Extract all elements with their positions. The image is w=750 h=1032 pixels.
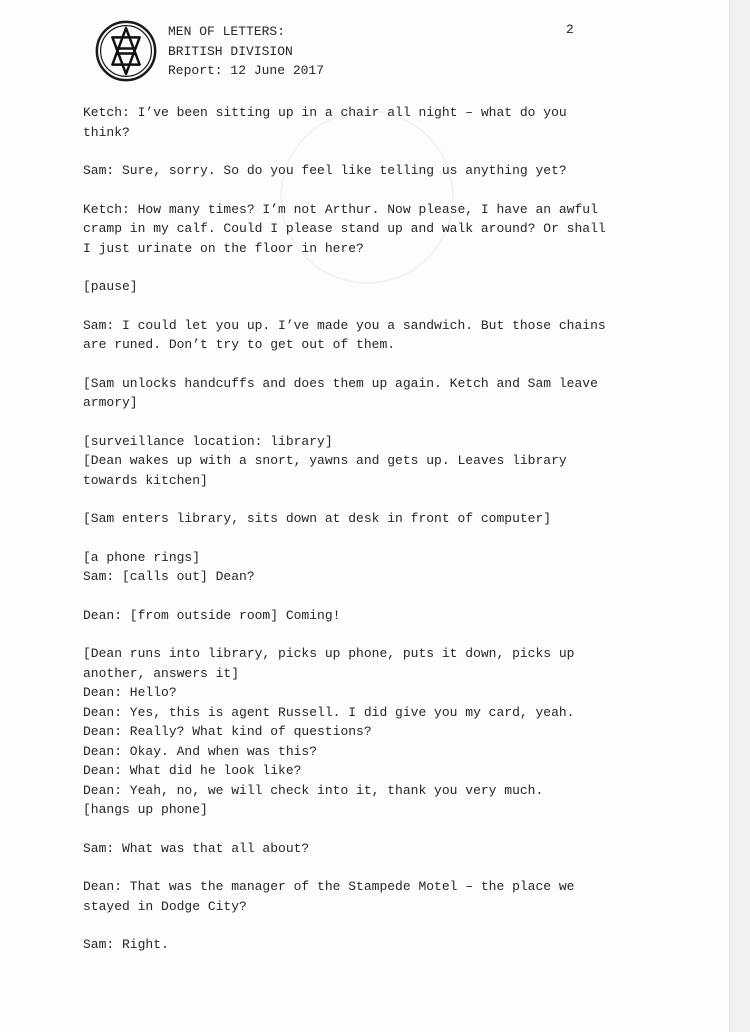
transcript-paragraph (83, 548, 643, 587)
transcript-paragraph (83, 839, 643, 859)
transcript-paragraph (83, 200, 643, 259)
transcript-line: [surveillance location: library] (83, 433, 333, 449)
transcript-line: Dean: That was the manager of the Stampede Motel – the place we (83, 879, 575, 894)
transcript-line: [Dean runs into library, picks up phone, puts it down, picks up (83, 646, 575, 661)
transcript-line: [a phone rings] (83, 549, 201, 565)
transcript-line: another, answers it] (83, 665, 240, 681)
transcript-line: Sam: [calls out] Dean? (83, 569, 255, 584)
transcript-body (83, 103, 643, 974)
transcript-line: Dean: Okay. And when was this? (83, 743, 318, 759)
transcript-paragraph (83, 103, 643, 142)
transcript-line: Sam: Sure, sorry. So do you feel like telling us anything yet? (83, 163, 567, 178)
transcript-paragraph (83, 877, 643, 916)
transcript-paragraph (83, 509, 643, 529)
transcript-line: Sam: I could let you up. I’ve made you a sandwich. But those chains (83, 317, 606, 333)
page-number: 2 (566, 22, 574, 37)
transcript-line: [hangs up phone] (83, 802, 208, 817)
transcript-paragraph (83, 432, 643, 491)
division-line: BRITISH DIVISION (168, 43, 293, 59)
scan-edge (729, 0, 750, 1032)
transcript-line: [Sam unlocks handcuffs and does them up again. Ketch and Sam leave (83, 375, 598, 391)
transcript-line: Ketch: I’ve been sitting up in a chair all night – what do you (83, 105, 567, 120)
transcript-line: Dean: Really? What kind of questions? (83, 724, 372, 739)
transcript-line: stayed in Dodge City? (83, 898, 247, 914)
report-header (168, 22, 324, 81)
transcript-line: cramp in my calf. Could I please stand up and walk around? Or shall (83, 221, 606, 236)
org-name-line: MEN OF LETTERS: (168, 24, 286, 39)
transcript-paragraph (83, 277, 643, 297)
transcript-line: towards kitchen] (83, 472, 208, 488)
transcript-line: [Sam enters library, sits down at desk in front of computer] (83, 511, 552, 526)
report-date-line: Report: 12 June 2017 (168, 63, 325, 78)
transcript-paragraph (83, 374, 643, 413)
transcript-paragraph (83, 935, 643, 955)
transcript-paragraph (83, 316, 643, 355)
transcript-line: [Dean wakes up with a snort, yawns and gets up. Leaves library (83, 453, 567, 468)
transcript-line: Dean: Hello? (83, 685, 177, 700)
transcript-line: Dean: Yes, this is agent Russell. I did give you my card, yeah. (83, 704, 575, 720)
transcript-paragraph (83, 606, 643, 626)
transcript-line: armory] (83, 395, 138, 410)
transcript-line: Sam: Right. (83, 937, 169, 952)
transcript-line: Dean: [from outside room] Coming! (83, 607, 341, 623)
transcript-line: Dean: What did he look like? (83, 763, 302, 778)
transcript-paragraph (83, 644, 643, 820)
transcript-line: [pause] (83, 279, 138, 294)
transcript-line: are runed. Don’t try to get out of them. (83, 337, 396, 352)
transcript-line: think? (83, 124, 130, 140)
transcript-paragraph (83, 161, 643, 181)
transcript-line: I just urinate on the floor in here? (83, 240, 364, 256)
transcript-line: Dean: Yeah, no, we will check into it, thank you very much. (83, 782, 544, 798)
men-of-letters-logo-icon (95, 20, 157, 82)
transcript-line: Ketch: How many times? I’m not Arthur. Now please, I have an awful (83, 201, 598, 217)
transcript-line: Sam: What was that all about? (83, 840, 310, 856)
